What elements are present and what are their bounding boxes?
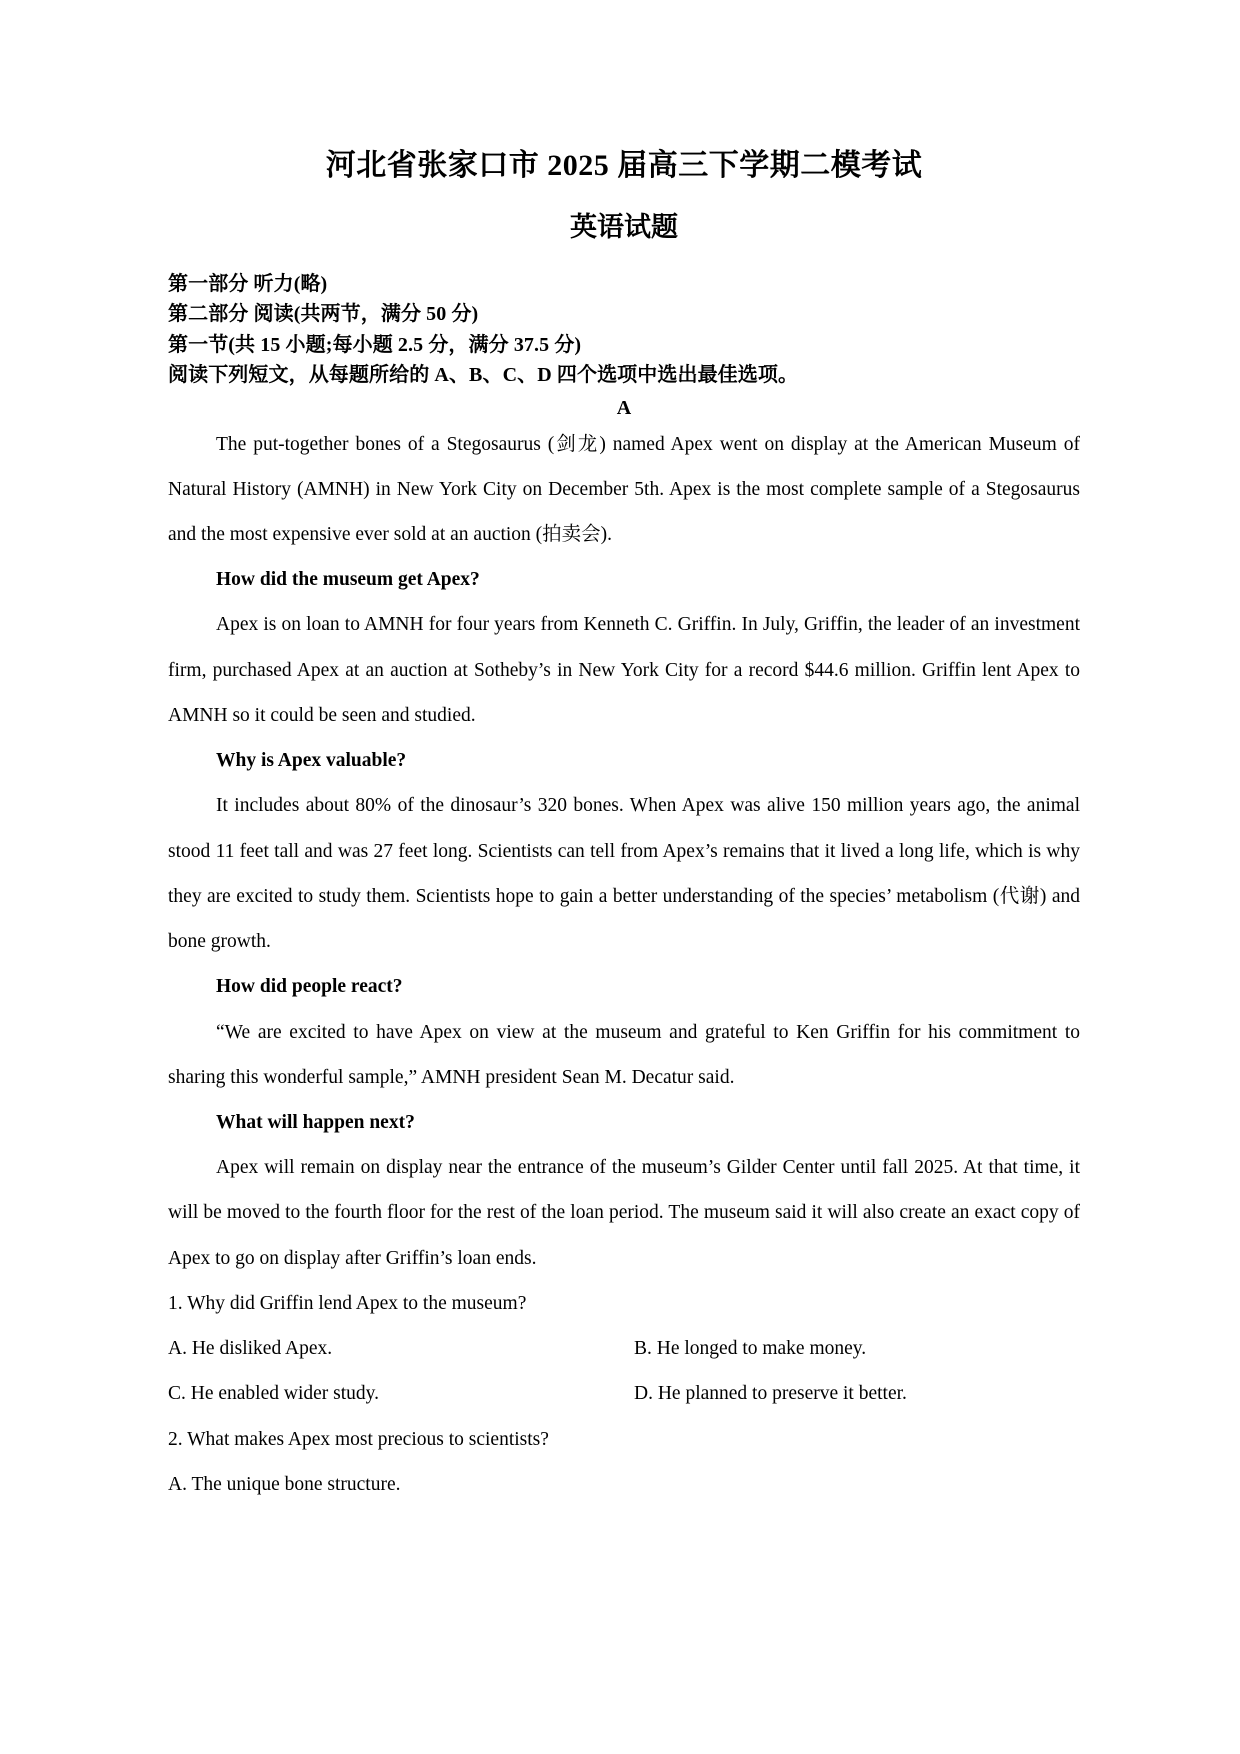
passage-subheading: Why is Apex valuable?: [216, 750, 407, 772]
instruction-line-4: 阅读下列短文，从每题所给的 A、B、C、D 四个选项中选出最佳选项。: [168, 364, 799, 387]
option-b-placeholder: [624, 1462, 1080, 1507]
exam-instructions: [168, 269, 1080, 391]
page-title: 河北省张家口市 2025 届高三下学期二模考试: [325, 149, 923, 182]
passage-subheading: How did people react?: [216, 976, 403, 998]
option-row: [168, 1326, 1080, 1371]
option-b[interactable]: B. He longed to make money.: [634, 1338, 867, 1360]
reading-passage-a: [168, 422, 1080, 1281]
question-stem: 2. What makes Apex most precious to scientists?: [168, 1428, 549, 1450]
passage-subheading: How did the museum get Apex?: [216, 569, 480, 591]
question-stem: 1. Why did Griffin lend Apex to the museum?: [168, 1292, 527, 1314]
passage-paragraph: It includes about 80% of the dinosaur’s 320 bones. When Apex was alive 150 million years ago, the animal stood 11 feet tall and was 27 feet long. Scientists can tell from Apex’s remains that it lived a long life, which is why they are excited to study them. Scientists hope to gain a better understanding of the species’ metabolism (代谢) and bone growth.: [168, 795, 1080, 953]
instruction-line-3: 第一节(共 15 小题;每小题 2.5 分，满分 37.5 分): [168, 333, 582, 356]
question-item: [168, 1417, 1080, 1507]
option-d[interactable]: D. He planned to preserve it better.: [634, 1383, 907, 1405]
passage-paragraph: The put-together bones of a Stegosaurus (剑龙) named Apex went on display at the American Museum of Natural History (AMNH) in New York City on December 5th. Apex is the most complete sample of a Stegosaurus and the most expensive ever sold at an auction (拍卖会).: [168, 433, 1080, 545]
instruction-line-1: 第一部分 听力(略): [168, 272, 328, 295]
option-row: [168, 1371, 1080, 1416]
option-a[interactable]: A. He disliked Apex.: [168, 1338, 333, 1360]
question-list: [168, 1281, 1080, 1507]
option-row: [168, 1462, 1080, 1507]
question-item: [168, 1281, 1080, 1417]
option-c[interactable]: C. He enabled wider study.: [168, 1383, 380, 1405]
passage-paragraph: “We are excited to have Apex on view at the museum and grateful to Ken Griffin for his commitment to sharing this wonderful sample,” AMNH president Sean M. Decatur said.: [168, 1021, 1080, 1088]
section-label-a: A: [616, 396, 632, 419]
page-subtitle: 英语试题: [570, 211, 678, 242]
option-a[interactable]: A. The unique bone structure.: [168, 1473, 401, 1495]
passage-paragraph: Apex will remain on display near the entrance of the museum’s Gilder Center until fall 2025. At that time, it will be moved to the fourth floor for the rest of the loan period. The museum said it will also create an exact copy of Apex to go on display after Griffin’s loan ends.: [168, 1157, 1080, 1269]
passage-subheading: What will happen next?: [216, 1112, 415, 1134]
instruction-line-2: 第二部分 阅读(共两节，满分 50 分): [168, 303, 479, 326]
passage-paragraph: Apex is on loan to AMNH for four years from Kenneth C. Griffin. In July, Griffin, the leader of an investment firm, purchased Apex at an auction at Sotheby’s in New York City for a record $44.6 million. Griffin lent Apex to AMNH so it could be seen and studied.: [168, 614, 1080, 726]
